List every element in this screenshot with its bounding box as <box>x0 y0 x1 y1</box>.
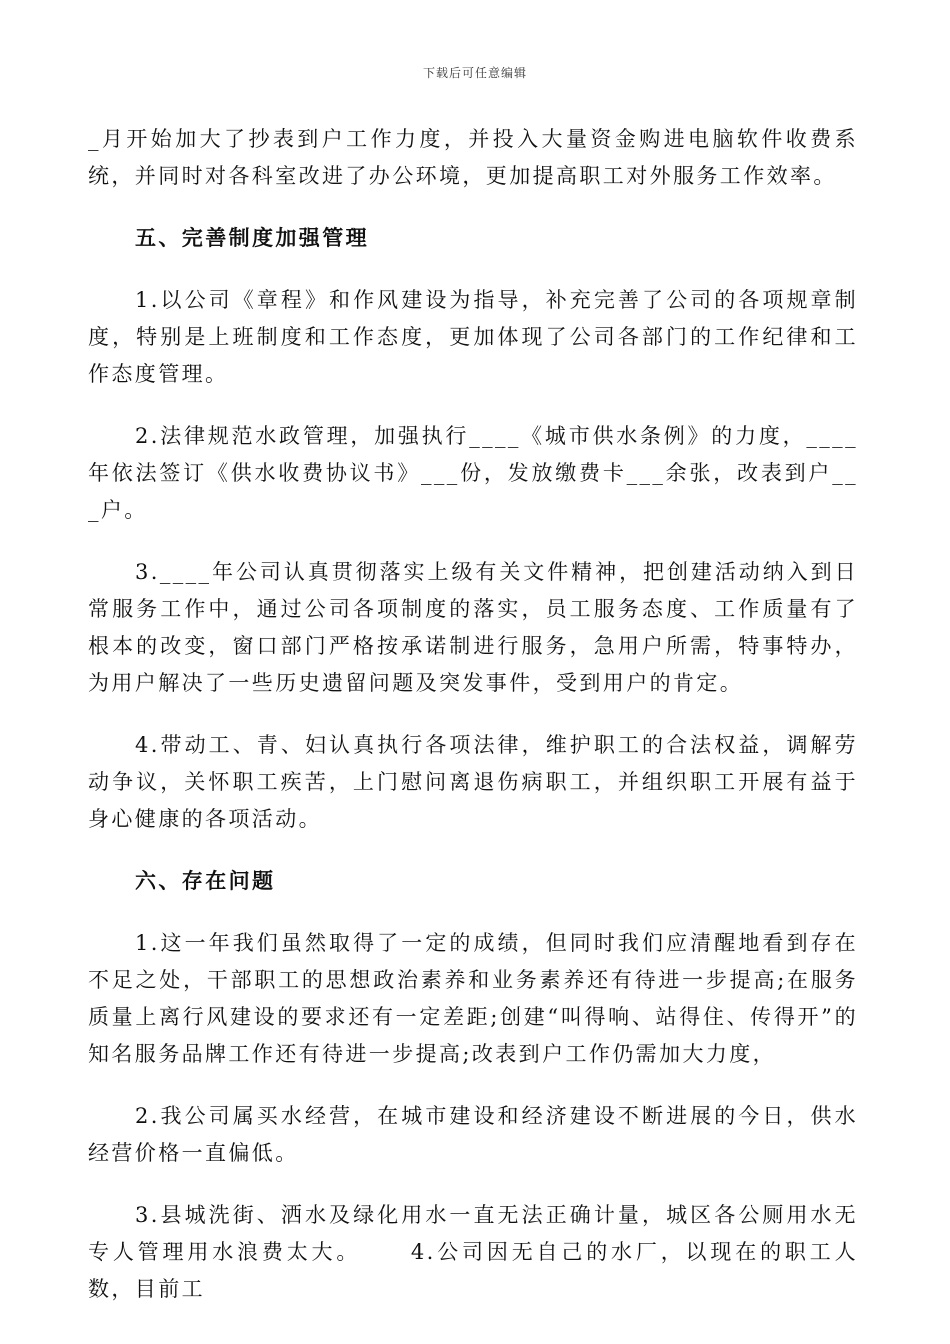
paragraph-6-3: 3.县城洗街、洒水及绿化用水一直无法正确计量，城区各公厕用水无专人管理用水浪费太大。 4.公司因无自己的水厂，以现在的职工人数，目前工 <box>88 1203 858 1301</box>
document-body <box>88 121 858 1333</box>
section-heading-5: 五、完善制度加强管理 <box>135 226 369 250</box>
paragraph-5-3: 3.____年公司认真贯彻落实上级有关文件精神，把创建活动纳入到日常服务工作中，通过公司各项制度的落实，员工服务态度、工作质量有了根本的改变，窗口部门严格按承诺制进行服务，急用户所需，特事特办，为用户解决了一些历史遗留问题及突发事件，受到用户的肯定。 <box>88 560 858 695</box>
paragraph-5-4: 4.带动工、青、妇认真执行各项法律，维护职工的合法权益，调解劳动争议，关怀职工疾苦，上门慰问离退伤病职工，并组织职工开展有益于身心健康的各项活动。 <box>88 733 858 831</box>
paragraph-6-1: 1.这一年我们虽然取得了一定的成绩，但同时我们应清醒地看到存在不足之处，干部职工的思想政治素养和业务素养还有待进一步提高;在服务质量上离行风建设的要求还有一定差距;创建“叫得响、站得住、传得开”的知名服务品牌工作还有待进一步提高;改表到户工作仍需加大力度， <box>88 931 858 1066</box>
section-heading-6: 六、存在问题 <box>135 869 276 893</box>
page-header: 下载后可任意编辑 <box>422 66 527 80</box>
paragraph-5-1: 1.以公司《章程》和作风建设为指导，补充完善了公司的各项规章制度，特别是上班制度和工作态度，更加体现了公司各部门的工作纪律和工作态度管理。 <box>88 288 858 386</box>
paragraph-6-2: 2.我公司属买水经营，在城市建设和经济建设不断进展的今日，供水经营价格一直偏低。 <box>88 1104 858 1165</box>
paragraph-5-2: 2.法律规范水政管理，加强执行____《城市供水条例》的力度，____年依法签订《供水收费协议书》___份，发放缴费卡___余张，改表到户___户。 <box>88 424 858 522</box>
paragraph-continuation: _月开始加大了抄表到户工作力度，并投入大量资金购进电脑软件收费系统，并同时对各科室改进了办公环境，更加提高职工对外服务工作效率。 <box>88 127 858 188</box>
